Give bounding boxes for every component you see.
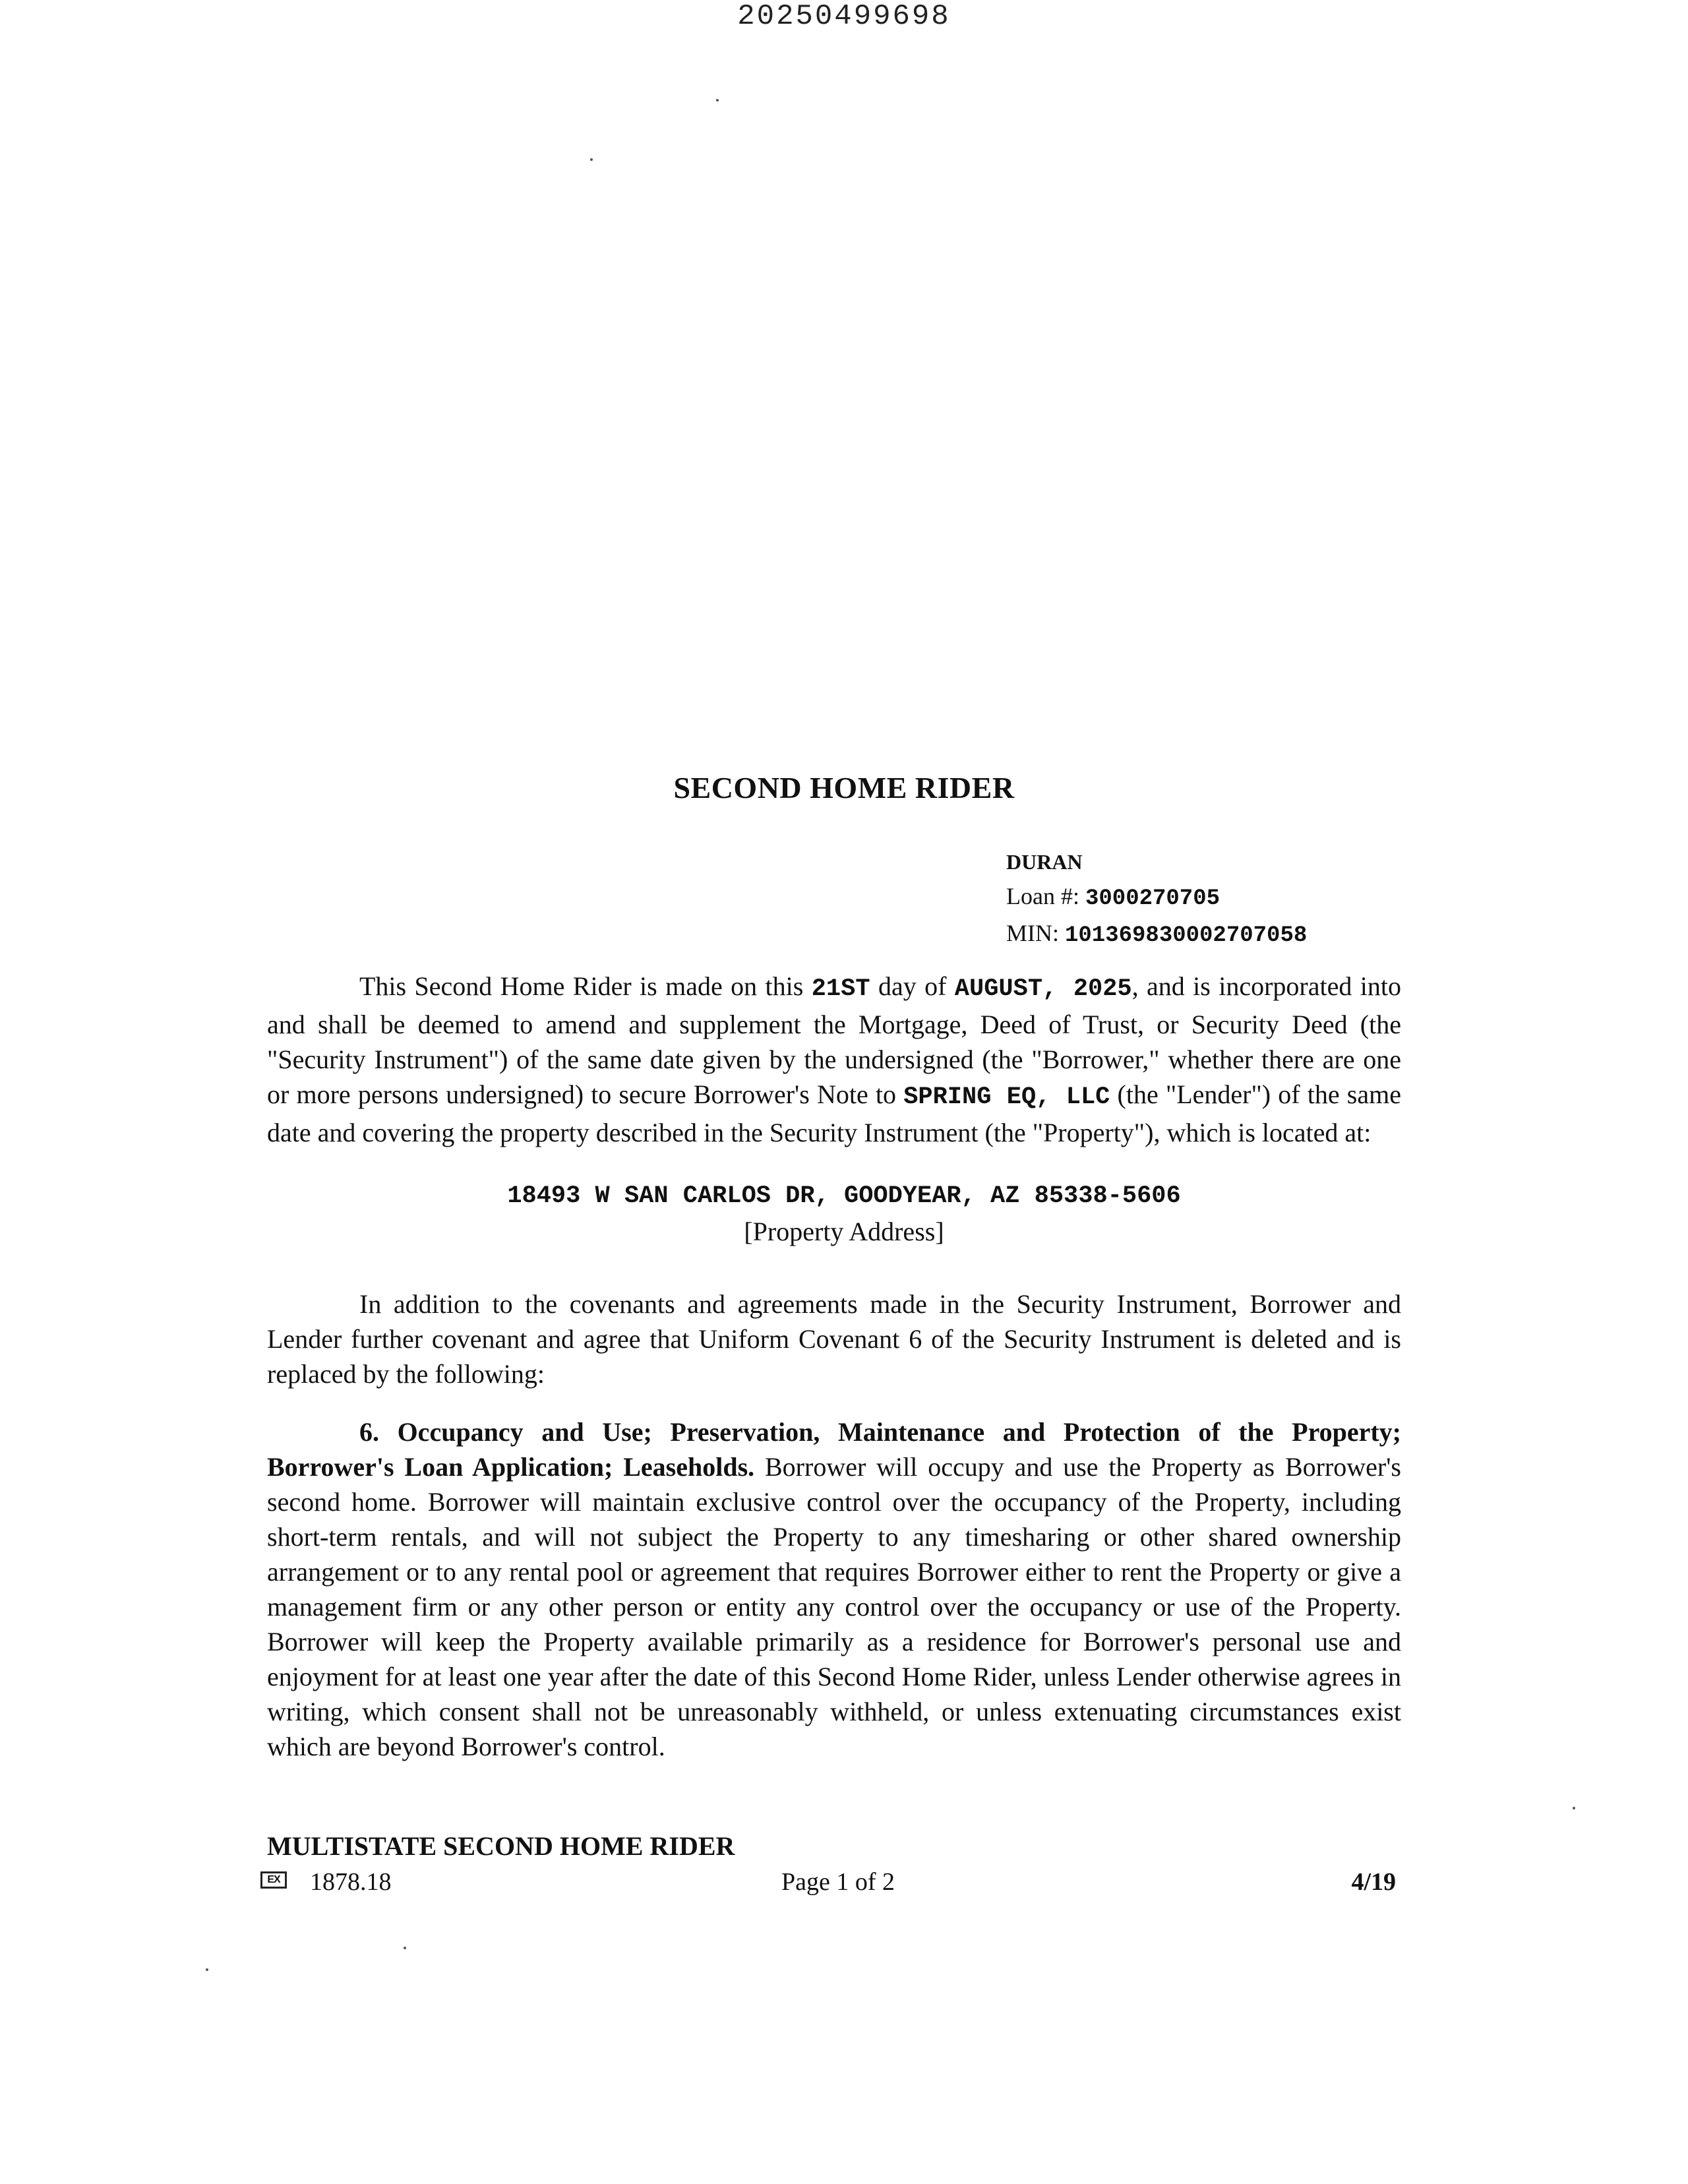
intro-text: day of	[870, 971, 955, 1001]
scan-speck	[404, 1947, 406, 1949]
form-number: 1878.18	[310, 1868, 392, 1896]
document-number: 20250499698	[737, 0, 951, 33]
loan-number-label: Loan #:	[1006, 883, 1079, 909]
loan-identifiers	[1006, 845, 1307, 953]
scan-speck	[716, 99, 719, 102]
property-address: 18493 W SAN CARLOS DR, GOODYEAR, AZ 85338-5606	[507, 1182, 1181, 1210]
scan-speck	[1573, 1807, 1575, 1809]
min-number: 101369830002707058	[1065, 923, 1308, 948]
rider-intro-paragraph	[267, 969, 1401, 1150]
form-title: MULTISTATE SECOND HOME RIDER	[267, 1831, 735, 1861]
form-logo-icon: EX	[260, 1871, 287, 1889]
occupancy-paragraph	[267, 1414, 1401, 1764]
scan-speck	[206, 1968, 208, 1971]
occupancy-body: Borrower will occupy and use the Property as Borrower's second home. Borrower will maintain exclusive control over the occupancy of the Property, including short-term rentals, and will not subject the Property to any timesharing or other shared ownership arrangement or to any rental pool or agreement that requires Borrower either to rent the Property or give a management firm or any other person or entity any control over the occupancy or use of the Property. Borrower will keep the Property available primarily as a residence for Borrower's personal use and enjoyment for at least one year after the date of this Second Home Rider, unless Lender otherwise agrees in writing, which consent shall not be unreasonably withheld, or unless extenuating circumstances exist which are beyond Borrower's control.	[267, 1452, 1401, 1761]
scan-speck	[590, 158, 593, 161]
rider-day: 21ST	[811, 975, 870, 1003]
property-address-label: [Property Address]	[744, 1217, 944, 1246]
occupancy-heading: 6. Occupancy and Use; Preservation, Maintenance and Protection of the Property; Borrower's Loan Application; Leaseholds.	[267, 1417, 1401, 1482]
intro-text: , and is incorporated into and shall be deemed to amend and supplement the Mortgage, Deed of Trust, or Security Deed (the "Security Instrument") of the same date given by the undersigned (the "Borrower," whether there are one or more persons undersigned) to secure Borrower's Note to	[267, 971, 1401, 1109]
covenant-intro-text: In addition to the covenants and agreements made in the Security Instrument, Borrower and Lender further covenant and agree that Uniform Covenant 6 of the Security Instrument is deleted and is replaced by the following:	[267, 1289, 1401, 1389]
min-label: MIN:	[1006, 920, 1059, 946]
loan-number: 3000270705	[1085, 886, 1221, 911]
lender-name: SPRING EQ, LLC	[903, 1083, 1110, 1111]
borrower-name: DURAN	[1006, 850, 1083, 874]
intro-text: (the "Lender") of the same date and covering the property described in the Security Instrument (the "Property"), which is located at:	[267, 1079, 1401, 1147]
form-version: 4/19	[1351, 1868, 1396, 1896]
rider-month-year: AUGUST, 2025	[954, 975, 1132, 1003]
page-footer	[260, 1867, 1408, 1900]
loan-number-line	[1006, 879, 1307, 916]
page-number: Page 1 of 2	[781, 1868, 895, 1896]
min-line	[1006, 916, 1307, 953]
intro-text: This Second Home Rider is made on this	[359, 971, 812, 1001]
property-address-block	[0, 1179, 1688, 1249]
covenant-intro-paragraph	[267, 1287, 1401, 1391]
document-title: SECOND HOME RIDER	[673, 771, 1015, 804]
